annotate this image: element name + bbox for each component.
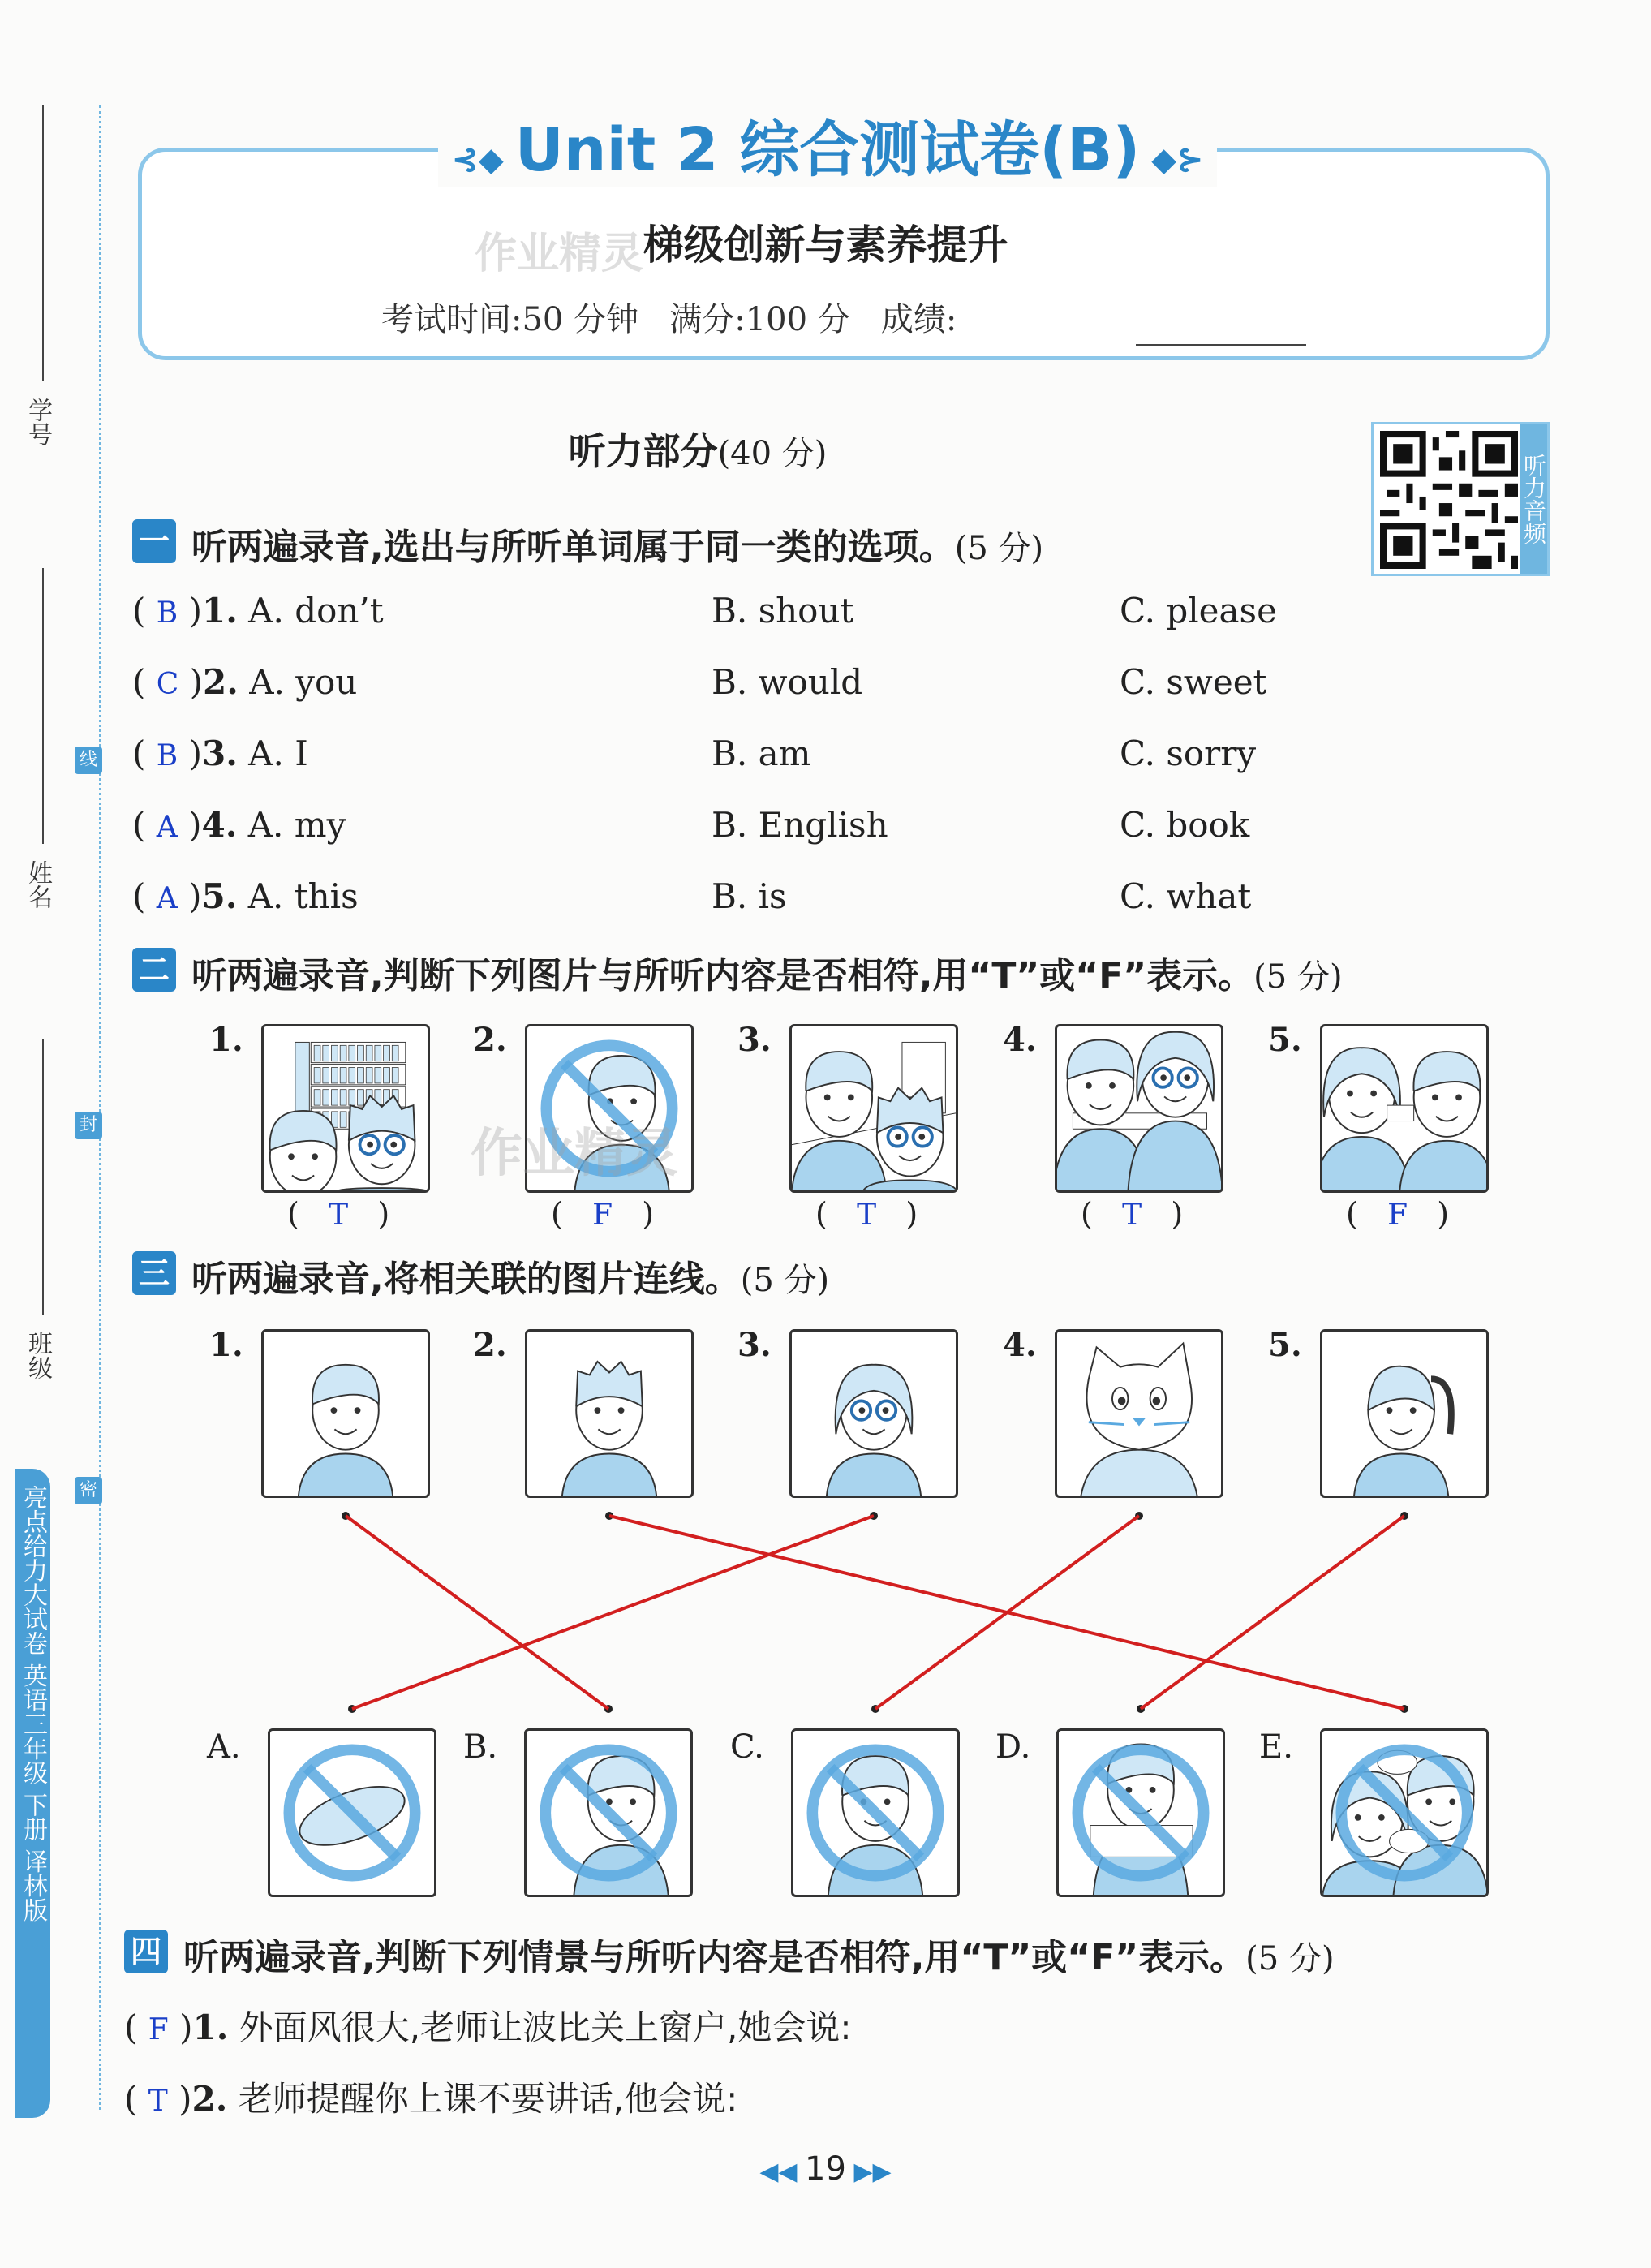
match-line	[1141, 1516, 1404, 1709]
section-1-number: 一	[132, 519, 176, 563]
question-text: 外面风很大,老师让波比关上窗户,她会说:	[228, 2008, 852, 2047]
section-2-number: 二	[132, 948, 176, 992]
section-4-instruction: 听两遍录音,判断下列情景与所听内容是否相符,用“T”或“F”表示。(5 分)	[183, 1937, 1335, 1978]
answer-slot[interactable]: B	[156, 739, 178, 772]
option-b: B. English	[712, 805, 888, 845]
picture-number: 3.	[737, 1021, 772, 1059]
question-text: 老师提醒你上课不要讲话,他会说:	[227, 2079, 738, 2119]
tf-answer: T	[329, 1199, 349, 1232]
option-c: C. what	[1120, 876, 1252, 916]
margin-tag-seal: 封	[75, 1112, 102, 1139]
mc-question: ( A )4. A. my	[132, 805, 346, 845]
match-line	[875, 1516, 1139, 1709]
option-a: A. you	[238, 662, 358, 702]
watermark: 作业精灵	[475, 230, 644, 278]
question-number: 2.	[191, 2079, 228, 2119]
answer-slot[interactable]: B	[156, 596, 178, 630]
option-b: B. is	[712, 876, 787, 916]
exam-info: 考试时间:50 分钟 满分:100 分 成绩:	[381, 301, 957, 338]
option-a: A. my	[237, 805, 346, 845]
mc-question: ( B )3. A. I	[132, 734, 308, 773]
margin-tag-line: 线	[75, 747, 102, 774]
bottom-picture-letter: C.	[730, 1728, 764, 1766]
next-arrows-icon: ▶▶	[845, 2158, 892, 2186]
tf-answer-slot[interactable]: ( T )	[815, 1196, 918, 1232]
watermark-2: 作业精灵	[471, 1124, 678, 1184]
section-2-instruction: 听两遍录音,判断下列图片与所听内容是否相符,用“T”或“F”表示。(5 分)	[191, 955, 1343, 996]
option-a: A. I	[237, 734, 308, 773]
option-a: A. don’t	[237, 591, 384, 630]
bottom-picture-letter: B.	[463, 1728, 498, 1766]
picture-number: 5.	[1268, 1021, 1302, 1059]
option-c: C. sorry	[1120, 734, 1257, 773]
tf-answer-slot[interactable]: ( F )	[1346, 1196, 1450, 1232]
page-number: ◀◀ 19 ▶▶	[759, 2150, 892, 2188]
match-line	[352, 1516, 874, 1709]
tf-answer-slot[interactable]: ( T )	[1081, 1196, 1184, 1232]
question-number: 5.	[201, 876, 238, 916]
answer-slot[interactable]: A	[156, 882, 178, 915]
section-4-number: 四	[124, 1930, 168, 1973]
section-3-number: 三	[132, 1251, 176, 1295]
top-picture-number: 2.	[473, 1326, 507, 1364]
question-number: 3.	[201, 734, 238, 773]
question-number: 2.	[203, 662, 239, 702]
answer-slot[interactable]: C	[156, 668, 179, 701]
bottom-picture-letter: E.	[1259, 1728, 1293, 1766]
tf-answer-slot[interactable]: ( F )	[551, 1196, 655, 1232]
picture-number: 4.	[1003, 1021, 1037, 1059]
mc-question: ( A )5. A. this	[132, 876, 359, 916]
question-number: 4.	[201, 805, 238, 845]
option-b: B. would	[712, 662, 863, 702]
section-3-instruction: 听两遍录音,将相关联的图片连线。(5 分)	[191, 1259, 830, 1300]
margin-student-id-label: 学号	[24, 398, 52, 446]
tf-answer: T	[1122, 1199, 1142, 1232]
mc-question: ( B )1. A. don’t	[132, 591, 384, 630]
option-c: C. book	[1120, 805, 1250, 845]
tf-answer: T	[857, 1199, 877, 1232]
option-b: B. shout	[712, 591, 854, 630]
top-picture-number: 5.	[1268, 1326, 1302, 1364]
qr-label: 听力音频	[1520, 424, 1547, 574]
page-subtitle: 梯级创新与素养提升	[643, 222, 1008, 269]
top-picture-number: 1.	[209, 1326, 243, 1364]
picture-number: 2.	[473, 1021, 507, 1059]
option-b: B. am	[712, 734, 811, 773]
prev-arrows-icon: ◀◀	[759, 2158, 806, 2186]
section-1-instruction: 听两遍录音,选出与所听单词属于同一类的选项。(5 分)	[191, 527, 1044, 568]
top-picture-number: 3.	[737, 1326, 772, 1364]
bottom-picture-letter: A.	[207, 1728, 241, 1766]
question-number: 1.	[201, 591, 238, 630]
listening-title: 听力部分(40 分)	[568, 429, 828, 473]
book-series-band: 亮点给力大试卷 英语三年级 下册 译林版	[15, 1469, 50, 2118]
answer-slot[interactable]: F	[148, 2013, 169, 2046]
picture-number: 1.	[209, 1021, 243, 1059]
tf-answer-slot[interactable]: ( T )	[287, 1196, 390, 1232]
page-title: ⊰◆ Unit 2 综合测试卷(B) ◆⊱	[438, 114, 1217, 187]
mc-question: ( C )2. A. you	[132, 662, 358, 702]
situation-question: ( F )1. 外面风很大,老师让波比关上窗户,她会说:	[124, 2008, 852, 2047]
margin-class-label: 班级	[24, 1331, 52, 1379]
bottom-picture-letter: D.	[995, 1728, 1031, 1766]
option-a: A. this	[237, 876, 359, 916]
question-number: 1.	[192, 2008, 229, 2047]
situation-question: ( T )2. 老师提醒你上课不要讲话,他会说:	[124, 2079, 738, 2119]
tf-answer: F	[592, 1199, 613, 1232]
option-c: C. sweet	[1120, 662, 1267, 702]
margin-name-label: 姓名	[24, 860, 52, 909]
option-c: C. please	[1120, 591, 1277, 630]
tf-answer: F	[1387, 1199, 1408, 1232]
match-line	[346, 1516, 608, 1709]
answer-slot[interactable]: A	[156, 811, 178, 844]
answer-slot[interactable]: T	[148, 2085, 168, 2118]
top-picture-number: 4.	[1003, 1326, 1037, 1364]
margin-tag-secret: 密	[75, 1477, 102, 1504]
